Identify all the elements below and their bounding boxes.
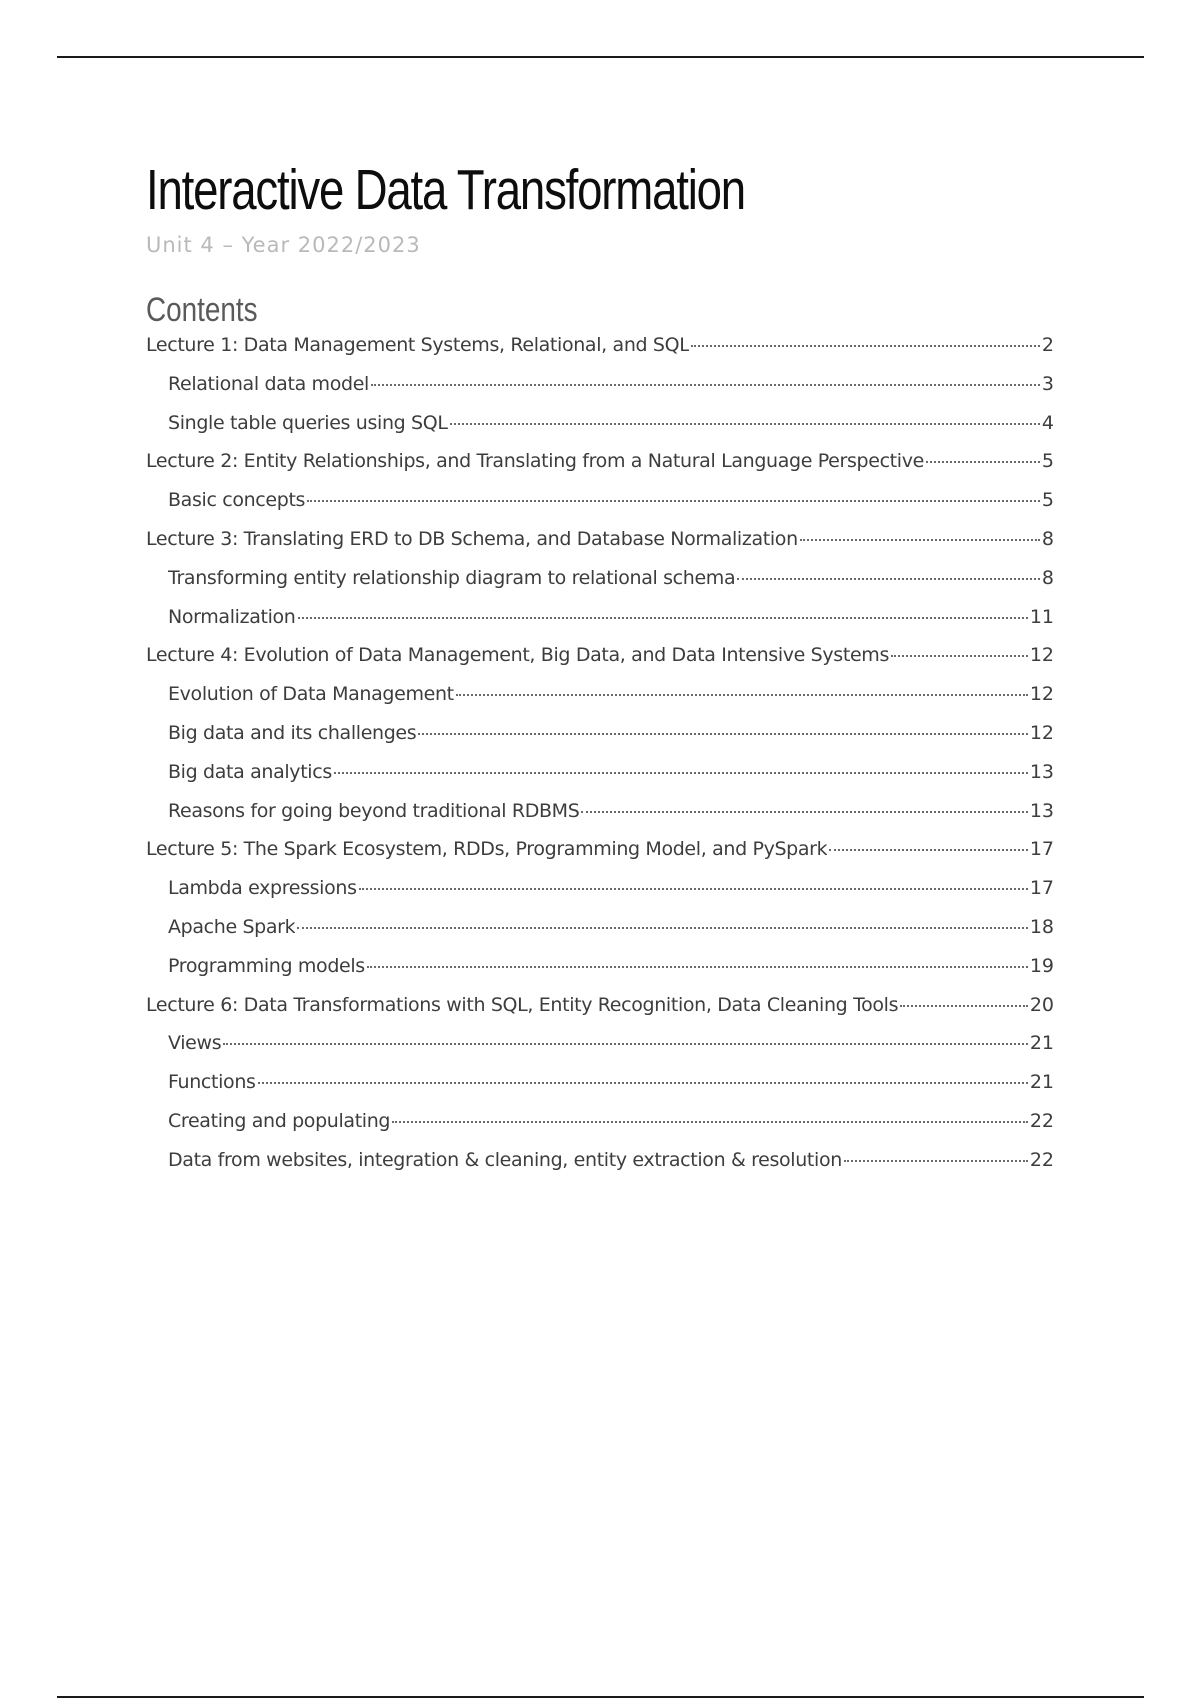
toc-page-number: 2 [1041, 334, 1054, 356]
toc-entry-lecture[interactable] [146, 838, 1054, 877]
toc-page-number: 22 [1029, 1109, 1054, 1132]
toc-entry-section[interactable] [146, 955, 1054, 994]
toc-dot-leader [298, 617, 1028, 619]
toc-dot-leader [829, 849, 1028, 851]
toc-entry-title: Normalization [168, 605, 296, 628]
toc-dot-leader [926, 461, 1040, 463]
toc-dot-leader [581, 811, 1027, 813]
toc-dot-leader [258, 1082, 1028, 1084]
toc-dot-leader [844, 1160, 1028, 1162]
toc-page-number: 20 [1029, 993, 1054, 1016]
toc-dot-leader [456, 694, 1028, 696]
toc-page-number: 19 [1029, 954, 1054, 977]
toc-page-number: 12 [1029, 721, 1054, 744]
table-of-contents [146, 334, 1054, 1188]
toc-dot-leader [691, 345, 1039, 347]
footer-rule [57, 1696, 1144, 1698]
document-subtitle: Unit 4 – Year 2022/2023 [146, 233, 421, 257]
toc-dot-leader [891, 655, 1028, 657]
toc-entry-title: Creating and populating [168, 1109, 391, 1132]
toc-page-number: 13 [1029, 799, 1054, 822]
toc-dot-leader [307, 500, 1040, 502]
toc-entry-section[interactable] [146, 877, 1054, 916]
toc-entry-title: Big data and its challenges [168, 721, 417, 744]
toc-dot-leader [900, 1005, 1028, 1007]
toc-dot-leader [737, 578, 1040, 580]
toc-entry-title: Basic concepts [168, 489, 306, 512]
toc-entry-title: Lecture 4: Evolution of Data Management, Big Data, and Data Intensive Systems [146, 644, 889, 667]
toc-page-number: 12 [1029, 683, 1054, 706]
toc-entry-section[interactable] [146, 683, 1054, 722]
toc-entry-title: Programming models [168, 954, 365, 977]
toc-dot-leader [334, 772, 1028, 774]
toc-page-number: 11 [1029, 605, 1054, 628]
toc-entry-title: Evolution of Data Management [168, 683, 454, 706]
toc-entry-section[interactable] [146, 1071, 1054, 1110]
toc-entry-title: Lecture 3: Translating ERD to DB Schema, and Database Normalization [146, 527, 798, 550]
toc-entry-title: Functions [168, 1071, 256, 1094]
toc-dot-leader [359, 888, 1028, 890]
toc-entry-lecture[interactable] [146, 334, 1054, 373]
toc-dot-leader [367, 966, 1028, 968]
toc-page-number: 17 [1029, 877, 1054, 900]
toc-entry-title: Reasons for going beyond traditional RDBMS [168, 799, 580, 822]
toc-entry-section[interactable] [146, 1110, 1054, 1149]
toc-entry-title: Lecture 2: Entity Relationships, and Translating from a Natural Language Perspective [146, 450, 924, 473]
toc-dot-leader [418, 733, 1027, 735]
toc-page-number: 5 [1041, 489, 1054, 512]
toc-entry-title: Views [168, 1032, 222, 1055]
toc-page-number: 18 [1029, 915, 1054, 938]
toc-dot-leader [392, 1121, 1028, 1123]
toc-entry-section[interactable] [146, 567, 1054, 606]
toc-entry-lecture[interactable] [146, 528, 1054, 567]
toc-entry-title: Transforming entity relationship diagram to relational schema [168, 566, 736, 589]
toc-page-number: 21 [1029, 1032, 1054, 1055]
toc-entry-title: Lambda expressions [168, 877, 357, 900]
toc-entry-lecture[interactable] [146, 994, 1054, 1033]
toc-entry-section[interactable] [146, 1149, 1054, 1188]
toc-entry-section[interactable] [146, 1032, 1054, 1071]
toc-entry-section[interactable] [146, 373, 1054, 412]
document-title: Interactive Data Transformation [146, 158, 745, 222]
toc-page-number: 3 [1041, 372, 1054, 395]
toc-page-number: 22 [1029, 1148, 1054, 1171]
toc-entry-section[interactable] [146, 916, 1054, 955]
header-rule [57, 56, 1144, 58]
toc-entry-title: Relational data model [168, 372, 369, 395]
toc-page-number: 8 [1041, 566, 1054, 589]
document-body [146, 150, 1054, 1188]
toc-dot-leader [371, 384, 1040, 386]
toc-page-number: 5 [1041, 450, 1054, 473]
toc-page-number: 8 [1041, 527, 1054, 550]
toc-entry-lecture[interactable] [146, 644, 1054, 683]
toc-entry-title: Single table queries using SQL [168, 411, 448, 434]
toc-page-number: 17 [1029, 838, 1054, 861]
toc-dot-leader [223, 1043, 1028, 1045]
toc-entry-title: Lecture 6: Data Transformations with SQL, Entity Recognition, Data Cleaning Tools [146, 993, 899, 1016]
toc-dot-leader [450, 423, 1040, 425]
toc-entry-section[interactable] [146, 489, 1054, 528]
toc-entry-title: Data from websites, integration & cleaning, entity extraction & resolution [168, 1148, 842, 1171]
toc-dot-leader [297, 927, 1028, 929]
toc-page-number: 4 [1041, 411, 1054, 434]
toc-page-number: 21 [1029, 1071, 1054, 1094]
contents-heading: Contents [146, 291, 258, 329]
toc-entry-section[interactable] [146, 761, 1054, 800]
toc-entry-section[interactable] [146, 412, 1054, 451]
toc-page-number: 12 [1029, 644, 1054, 667]
toc-entry-title: Lecture 5: The Spark Ecosystem, RDDs, Programming Model, and PySpark [146, 838, 828, 861]
toc-entry-section[interactable] [146, 722, 1054, 761]
toc-page-number: 13 [1029, 760, 1054, 783]
toc-entry-lecture[interactable] [146, 450, 1054, 489]
toc-entry-section[interactable] [146, 606, 1054, 645]
toc-entry-title: Apache Spark [168, 915, 296, 938]
toc-entry-title: Lecture 1: Data Management Systems, Relational, and SQL [146, 334, 690, 356]
toc-dot-leader [800, 539, 1040, 541]
toc-entry-section[interactable] [146, 800, 1054, 839]
toc-entry-title: Big data analytics [168, 760, 332, 783]
